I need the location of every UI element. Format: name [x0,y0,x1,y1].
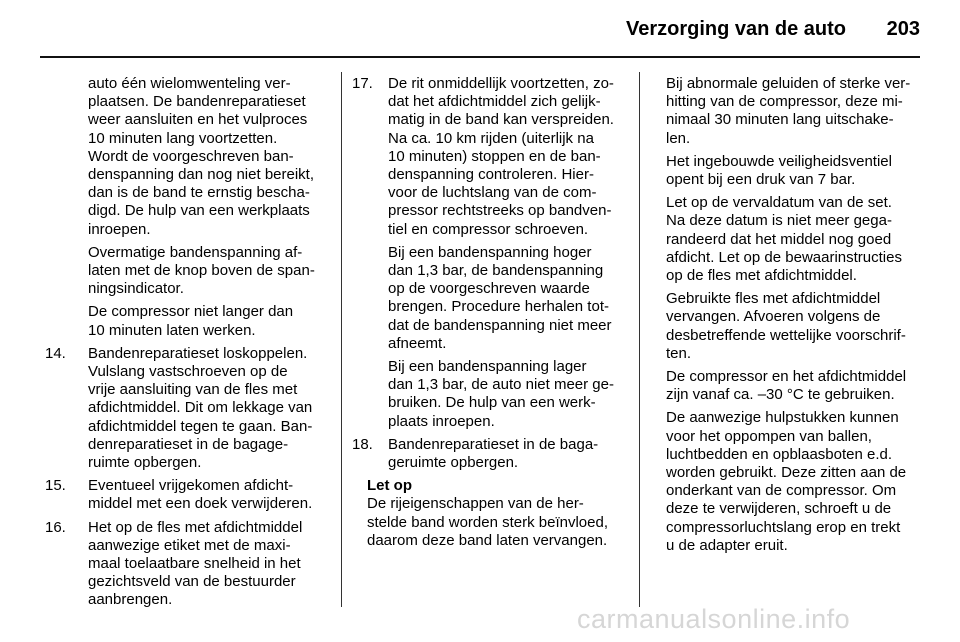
text-line: matig in de band kan verspreiden. [388,111,614,129]
text-line: denreparatieset in de bagage- [88,435,289,453]
text-line: De compressor niet langer dan [88,303,294,321]
text-line: Het ingebouwde veiligheidsventiel [666,152,892,170]
text-line: Na ca. 10 km rijden (uiterlijk na [388,129,594,147]
text-line: vervangen. Afvoeren volgens de [666,308,881,326]
paragraph [45,303,340,339]
text-line: len. [666,129,691,147]
text-line: Bij abnormale geluiden of sterke ver- [666,75,911,92]
text-line: randeerd dat het middel nog goed [666,230,892,248]
paragraph [45,75,340,239]
list-number: 15. [45,477,66,495]
text-line: aanwezige etiket met de maxi- [88,536,291,554]
text-line: dat de bandenspanning niet meer [388,316,612,334]
text-line: laten met de knop boven de span- [88,262,315,280]
text-line: stelde band worden sterk beïnvloed, [367,513,608,531]
list-number: 14. [45,344,66,362]
text-line: voor de luchtslang van de com- [388,184,597,202]
text-line: De compressor en het afdichtmiddel [666,368,907,386]
list-item-18 [352,436,637,472]
paragraph [666,194,956,285]
text-line: voor het oppompen van ballen, [666,427,872,445]
paragraph [666,368,956,404]
text-line: 10 minuten lang voortzetten. [88,129,278,147]
text-line: vrije aansluiting van de fles met [88,381,298,399]
text-line: middel met een doek verwijderen. [88,495,313,513]
text-line: afdichtmiddel tegen te gaan. Ban- [88,417,313,435]
paragraph [352,244,637,353]
text-line: maal toelaatbare snelheid in het [88,555,301,573]
text-line: bruiken. De hulp van een werk- [388,394,596,412]
paragraph [352,358,637,431]
note-text [367,495,637,550]
text-line: dan is de band te ernstig bescha- [88,184,310,202]
text-line: afdichtmiddel. Dit om lekkage van [88,399,313,417]
text-line: afneemt. [388,334,447,352]
paragraph [666,409,956,555]
text-line: aanbrengen. [88,591,173,609]
item-text [388,75,637,239]
text-line: Bij een bandenspanning hoger [388,243,592,261]
text-column-3 [666,75,956,560]
text-line: Let op de vervaldatum van de set. [666,194,892,212]
paragraph [666,75,956,148]
note-title: Let op [367,477,412,495]
text-line: De rit onmiddellijk voortzetten, zo- [388,75,614,92]
item-text [88,345,340,472]
note-block [352,477,637,550]
text-line: 10 minuten laten werken. [88,321,256,339]
text-line: opent bij een druk van 7 bar. [666,171,856,189]
text-line: op de voorgeschreven waarde [388,280,590,298]
text-line: u de adapter eruit. [666,536,788,554]
text-line: auto één wielomwenteling ver- [88,75,291,92]
text-line: De aanwezige hulpstukken kunnen [666,409,899,427]
text-line: geruimte opbergen. [388,454,519,472]
text-line: ningsindicator. [88,280,184,298]
text-line: Het op de fles met afdichtmiddel [88,518,303,536]
item-text [88,519,340,610]
item-text [388,436,637,472]
text-line: weer aansluiten en het vulproces [88,111,308,129]
text-line: brengen. Procedure herhalen tot- [388,298,609,316]
text-line: denspanning controleren. Hier- [388,166,594,184]
text-line: Wordt de voorgeschreven ban- [88,147,294,165]
text-line: De rijeigenschappen van de her- [367,495,584,513]
text-line: dan 1,3 bar, de bandenspanning [388,262,604,280]
text-line: op de fles met afdichtmiddel. [666,267,857,285]
list-item-16 [45,519,340,610]
paragraph [666,153,956,189]
text-line: hitting van de compressor, deze mi- [666,93,903,111]
text-line: plaatsen. De bandenreparatieset [88,93,306,111]
text-line: desbetreffende wettelijke voorschrif- [666,326,906,344]
list-number: 18. [352,435,373,453]
text-line: deze te verwijderen, schroeft u de [666,500,892,518]
item-text [88,477,340,513]
text-line: afdicht. Let op de bewaarinstructies [666,248,902,266]
text-line: Bij een bandenspanning lager [388,358,587,376]
text-line: luchtbedden en opblaasboten e.d. [666,445,893,463]
text-line: daarom deze band laten vervangen. [367,531,608,549]
text-line: Na deze datum is niet meer gega- [666,212,892,230]
text-column-2 [352,75,637,555]
text-line: plaats inroepen. [388,412,495,430]
text-line: zijn vanaf ca. –30 °C te gebruiken. [666,386,895,404]
text-column-1 [45,75,340,615]
text-line: dat het afdichtmiddel zich gelijk- [388,93,601,111]
text-line: Bandenreparatieset in de baga- [388,435,599,453]
text-line: ten. [666,344,692,362]
list-item-14 [45,345,340,472]
text-line: gezichtsveld van de bestuurder [88,573,296,591]
text-line: tiel en compressor schroeven. [388,220,589,238]
list-item-17 [352,75,637,239]
list-number: 17. [352,75,373,92]
text-line: pressor rechtstreeks op bandven- [388,202,612,220]
text-line: digd. De hulp van een werkplaats [88,202,310,220]
list-item-15 [45,477,340,513]
watermark: carmanualsonline.info [577,604,851,634]
text-line: dan 1,3 bar, de auto niet meer ge- [388,376,614,394]
header-divider [40,56,920,58]
list-number: 16. [45,518,66,536]
text-line: denspanning dan nog niet bereikt, [88,166,315,184]
text-line: inroepen. [88,220,151,238]
text-line: Overmatige bandenspanning af- [88,243,303,261]
text-line: compressorluchtslang erop en trekt [666,518,901,536]
column-divider [341,72,342,607]
text-line: Eventueel vrijgekomen afdicht- [88,477,294,495]
text-line: Gebruikte fles met afdichtmiddel [666,290,881,308]
page-header [0,0,960,60]
paragraph [45,244,340,299]
text-line: nimaal 30 minuten lang uitschake- [666,111,894,129]
paragraph [666,290,956,363]
text-line: Vulslang vastschroeven op de [88,363,288,381]
page-number: 203 [886,18,920,40]
text-line: Bandenreparatieset loskoppelen. [88,344,308,362]
column-divider [639,72,640,607]
section-title: Verzorging van de auto [625,18,846,40]
text-line: worden gebruikt. Deze zitten aan de [666,464,907,482]
text-line: onderkant van de compressor. Om [666,482,897,500]
text-line: 10 minuten) stoppen en de ban- [388,147,601,165]
text-line: ruimte opbergen. [88,454,202,472]
